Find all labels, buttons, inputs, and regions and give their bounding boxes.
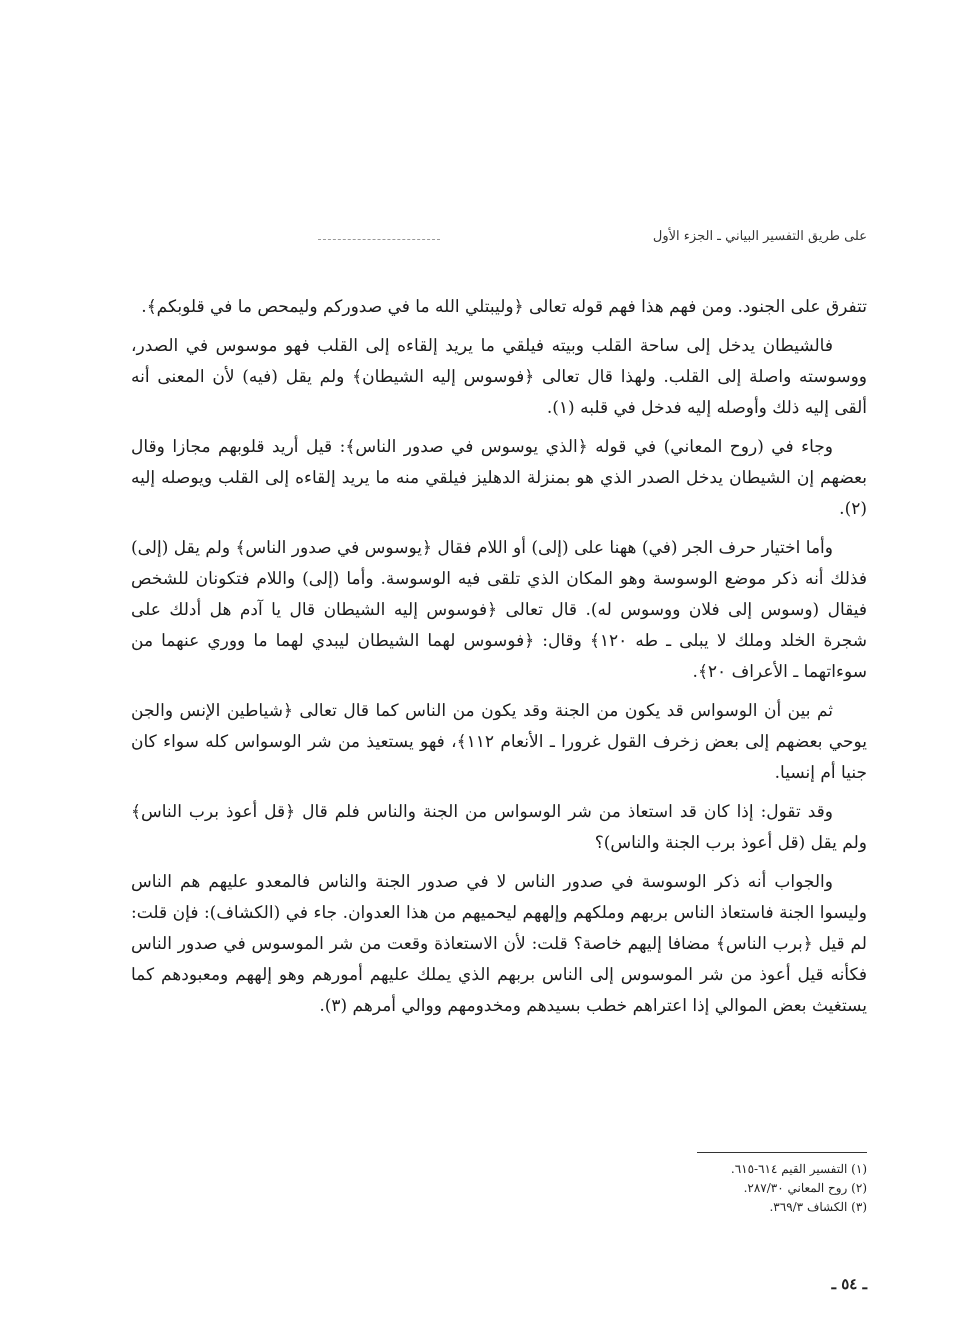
page-number: ـ ٥٤ ـ <box>831 1275 867 1293</box>
body-text <box>131 292 867 1022</box>
running-header: على طريق التفسير البياني ـ الجزء الأول <box>652 229 867 244</box>
footnote-rule <box>697 1152 867 1153</box>
paragraph: والجواب أنه ذكر الوسوسة في صدور الناس لا في صدور الجنة والناس فالمعدو عليهم هم الناس وليسوا الجنة فاستعاذ الناس بربهم وملكهم وإلههم ليحميهم من هذا العدوان. جاء في (الكشاف): فإن قلت: لم قيل ﴿برب الناس﴾ مضافا إليهم خاصة؟ قلت: لأن الاستعاذة وقعت من شر الموسوس في صدور الناس فكأنه قيل أعوذ من شر الموسوس إلى الناس بربهم الذي يملك عليهم أمورهم وهو إلههم ومعبودهم كما يستغيث بعض الموالي إذا اعتراهم خطب بسيدهم ومخدومهم ووالي أمرهم (٣). <box>131 872 867 1016</box>
footnote: (٢) روح المعاني ٢٨٧/٣٠. <box>743 1181 867 1195</box>
paragraph: وقد تقول: إذا كان قد استعاذ من شر الوسواس من الجنة والناس فلم قال ﴿قل أعوذ برب الناس﴾ ولم يقل (قل أعوذ برب الجنة والناس)؟ <box>131 802 867 853</box>
paragraph: تتفرق على الجنود. ومن فهم هذا فهم قوله تعالى ﴿وليبتلي الله ما في صدوركم وليمحص ما في قلوبكم﴾. <box>141 297 867 317</box>
paragraph: وأما اختيار حرف الجر (في) ههنا على (إلى) أو اللام فقال ﴿يوسوس في صدور الناس﴾ ولم يقل (إلى) فذلك أنه ذكر موضع الوسوسة وهو المكان الذي تلقى فيه الوسوسة. وأما (إلى) واللام فتكونان للشخص فيقال (وسوس إلى فلان ووسوس له). قال تعالى ﴿فوسوس إليه الشيطان قال يا آدم هل أدلك على شجرة الخلد وملك لا يبلى ـ طه ١٢٠﴾ وقال: ﴿فوسوس لهما الشيطان ليبدي لهما ما ووري عنهما من سوءاتهما ـ الأعراف ٢٠﴾. <box>131 538 867 682</box>
paragraph: فالشيطان يدخل إلى ساحة القلب وبيته فيلقي ما يريد إلقاءه إلى القلب فهو موسوس في الصدر، ووسوسته واصلة إلى القلب. ولهذا قال تعالى ﴿فوسوس إليه الشيطان﴾ ولم يقل (فيه) لأن المعنى أنه ألقى إليه ذلك وأوصله إليه فدخل في قلبه (١). <box>131 336 867 418</box>
paragraph: وجاء في (روح المعاني) في قوله ﴿الذي يوسوس في صدور الناس﴾: قيل أريد قلوبهم مجازا وقال بعضهم إن الشيطان يدخل الصدر الذي هو بمنزلة الدهليز فيلقي منه ما يريد إلقاءه إلى القلب ويوصله إليه (٢). <box>131 437 867 519</box>
footnote: (١) التفسير القيم ٦١٤-٦١٥. <box>730 1162 867 1176</box>
footnotes <box>467 1160 867 1217</box>
paragraph: ثم بين أن الوسواس قد يكون من الجنة وقد يكون من الناس كما قال تعالى ﴿شياطين الإنس والجن يوحي بعضهم إلى بعض زخرف القول غرورا ـ الأنعام ١١٢﴾، فهو يستعيذ من شر الوسواس كله سواء كان جنيا أم إنسيا. <box>131 701 867 783</box>
header-rule <box>318 239 440 240</box>
footnote: (٣) الكشاف ٣٦٩/٣. <box>769 1200 867 1214</box>
